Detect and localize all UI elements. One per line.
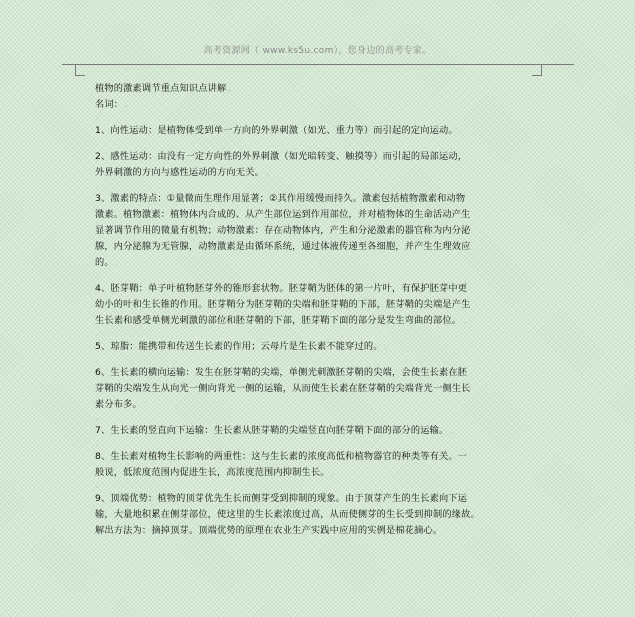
definition-text: 显著调节作用的微量有机物；动物激素：存在动物体内，产生和分泌激素的器官称为内分泌	[95, 225, 471, 236]
definition-line	[95, 313, 550, 329]
header-right-foot	[532, 75, 542, 76]
definition-text: 2、感性运动：由没有一定方向性的外界刺激（如光暗转变、触摸等）而引起的局部运动，	[95, 151, 468, 162]
definition-line	[95, 149, 550, 165]
paragraph-mark: .	[463, 316, 466, 325]
paragraph-mark: .	[444, 526, 448, 535]
definition-line	[95, 281, 550, 297]
paragraph-mark: .	[115, 258, 119, 267]
definition-text: 激素。植物激素：植物体内合成的、从产生部位运到作用部位，并对植物体的生命活动产生	[95, 209, 471, 220]
site-header-note: 高考资源网（ www.ks5u.com），您身边的高考专家。	[203, 46, 432, 56]
definition-item	[95, 449, 550, 481]
definition-text: 般说，低浓度范围内促进生长，高浓度范围内抑制生长。	[95, 467, 330, 478]
definition-line	[95, 381, 550, 397]
definition-text: 幼小的叶和生长锥的作用。胚芽鞘分为胚芽鞘的尖端和胚芽鞘的下部，胚芽鞘的尖端是产生	[95, 299, 471, 310]
definition-text: 芽鞘的尖端发生从向光一侧向背光一侧的运输，从而使生长素在胚芽鞘的尖端背光一侧生长	[95, 383, 471, 394]
paragraph-spacer: .	[95, 439, 98, 448]
paragraph-spacer: .	[95, 271, 98, 280]
definition-text: 的。	[95, 257, 114, 268]
paragraph-spacer: .	[95, 113, 98, 122]
definition-line	[95, 339, 550, 355]
definition-line	[95, 365, 550, 381]
definition-text: 1、向性运动：是植物体受到单一方向的外界刺激（如光、重力等）而引起的定向运动。	[95, 125, 458, 136]
definition-item	[95, 365, 550, 413]
paragraph-spacer: .	[95, 139, 98, 148]
paragraph-spacer: .	[95, 413, 98, 422]
definition-line	[95, 297, 550, 313]
paragraph-spacer: .	[95, 329, 98, 338]
definition-line	[95, 239, 550, 255]
paragraph-spacer: .	[95, 481, 98, 490]
definition-item	[95, 123, 550, 139]
definition-line	[95, 491, 550, 507]
definition-item	[95, 339, 550, 355]
definition-text: 输，大量地积累在侧芽部位，使这里的生长素浓度过高，从而使侧芽的生长受到抑制的缘故。	[95, 509, 480, 520]
definition-list	[95, 113, 550, 539]
document-body	[95, 81, 550, 539]
definition-text: 4、胚芽鞘：单子叶植物胚芽外的锥形套状物。胚芽鞘为胚体的第一片叶，有保护胚芽中更	[95, 283, 468, 294]
definition-item	[95, 281, 550, 329]
definition-text: 外界刺激的方向与感性运动的方向无关。	[95, 167, 264, 178]
definition-line	[95, 223, 550, 239]
definition-line	[95, 165, 550, 181]
paragraph-mark: .	[459, 126, 463, 135]
document-title: 植物的激素调节重点知识点讲解 .	[95, 83, 232, 94]
definition-text: 素分布多。	[95, 399, 142, 410]
definition-line	[95, 523, 550, 539]
paragraph-mark: .	[450, 426, 454, 435]
paragraph-mark: .	[265, 168, 269, 177]
definition-text: 8、生长素对植物生长影响的两重性：这与生长素的浓度高低和植物器官的种类等有关。一	[95, 451, 468, 462]
definition-text: 9、顶端优势：植物的顶芽优先生长而侧芽受到抑制的现象。由于顶芽产生的生长素向下运	[95, 493, 468, 504]
definition-text: 3、激素的特点：①量微而生理作用显著；②其作用缓慢而持久。激素包括植物激素和动物	[95, 193, 466, 204]
header-top-line	[62, 64, 574, 65]
paragraph-mark: .	[331, 468, 335, 477]
definition-item	[95, 423, 550, 439]
header-left-foot	[75, 75, 85, 76]
definition-text: 生长素和感受单侧光刺激的部位和胚芽鞘的下部，胚芽鞘下面的部分是发生弯曲的部位。	[95, 315, 462, 326]
definition-line	[95, 465, 550, 481]
definition-line	[95, 207, 550, 223]
paragraph-mark: .	[384, 342, 388, 351]
definition-text: 5、琼脂：能携带和传送生长素的作用；云母片是生长素不能穿过的。	[95, 341, 383, 352]
definition-item	[95, 191, 550, 271]
definition-item	[95, 149, 550, 181]
definition-text: 6、生长素的横向运输：发生在胚芽鞘的尖端，单侧光刺激胚芽鞘的尖端，会使生长素在胚	[95, 367, 468, 378]
paragraph-mark: .	[143, 400, 147, 409]
paragraph-spacer: .	[95, 355, 98, 364]
paragraph-spacer: .	[95, 181, 98, 190]
definition-line	[95, 423, 550, 439]
definition-item	[95, 491, 550, 539]
definition-line	[95, 507, 550, 523]
definition-line	[95, 449, 550, 465]
definition-text: 腺，内分泌腺为无管腺，动物激素是由循环系统，通过体液传递至各细胞，并产生生理效应	[95, 241, 471, 252]
definition-line	[95, 397, 550, 413]
definition-line	[95, 191, 550, 207]
definition-line	[95, 123, 550, 139]
definition-text: 解出方法为：摘掉顶芽。顶端优势的原理在农业生产实践中应用的实例是棉花摘心。	[95, 525, 443, 536]
definition-line	[95, 255, 550, 271]
definition-text: 7、生长素的竖直向下运输：生长素从胚芽鞘的尖端竖直向胚芽鞘下面的部分的运输。	[95, 425, 449, 436]
document-subtitle: 名词： .	[95, 99, 128, 110]
